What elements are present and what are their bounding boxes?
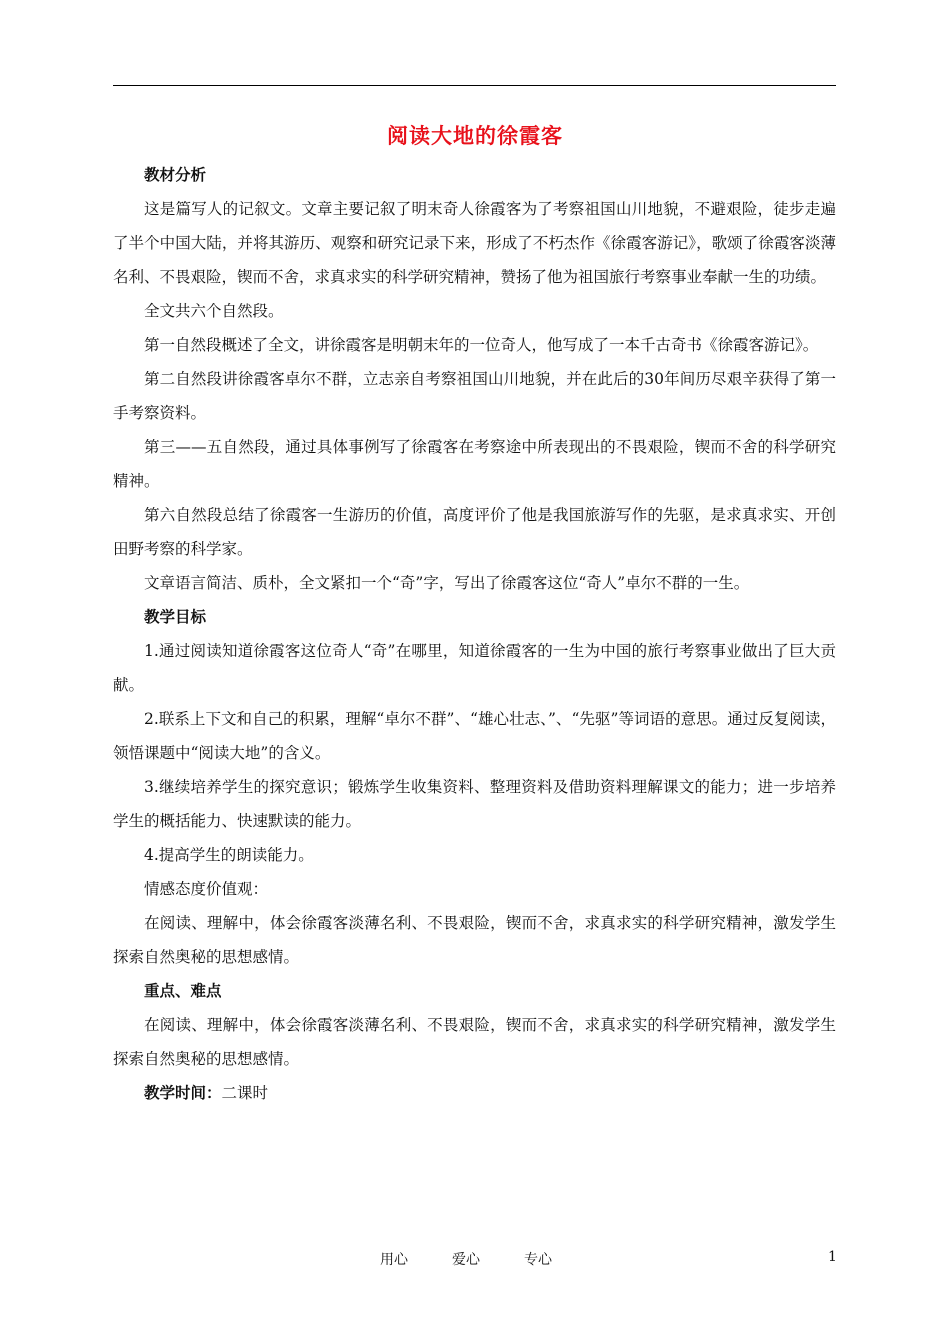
paragraph: 在阅读、理解中，体会徐霞客淡薄名利、不畏艰险，锲而不舍，求真求实的科学研究精神，激发学生探索自然奥秘的思想感情。: [113, 1016, 836, 1068]
paragraph: 1.通过阅读知道徐霞客这位奇人“奇”在哪里，知道徐霞客的一生为中国的旅行考察事业做出了巨大贡献。: [113, 642, 836, 694]
teaching-time: [113, 1076, 836, 1110]
section-heading-goals: 教学目标: [144, 607, 207, 626]
footer-mottos: [380, 1249, 596, 1269]
section-heading-material: 教材分析: [144, 165, 207, 184]
paragraph: 全文共六个自然段。: [144, 302, 284, 320]
teaching-time-value: 二课时: [221, 1084, 269, 1102]
teaching-time-label: 教学时间：: [144, 1083, 222, 1102]
paragraph: 第三——五自然段，通过具体事例写了徐霞客在考察途中所表现出的不畏艰险，锲而不舍的科学研究精神。: [113, 438, 836, 490]
paragraph: 2.联系上下文和自己的积累，理解“卓尔不群”、“雄心壮志、”、“先驱”等词语的意思。通过反复阅读，领悟课题中“阅读大地”的含义。: [113, 710, 836, 762]
paragraph: 4.提高学生的朗读能力。: [144, 846, 314, 864]
page-number: 1: [828, 1249, 837, 1265]
footer-motto: 用心: [380, 1252, 408, 1268]
footer-motto: 爱心: [452, 1252, 480, 1268]
paragraph: 第六自然段总结了徐霞客一生游历的价值，高度评价了他是我国旅游写作的先驱，是求真求实、开创田野考察的科学家。: [113, 506, 836, 558]
paragraph: 第二自然段讲徐霞客卓尔不群，立志亲自考察祖国山川地貌，并在此后的30年间历尽艰辛获得了第一手考察资料。: [113, 370, 836, 422]
header-rule: [113, 85, 836, 86]
paragraph: 在阅读、理解中，体会徐霞客淡薄名利、不畏艰险，锲而不舍，求真求实的科学研究精神，激发学生探索自然奥秘的思想感情。: [113, 914, 836, 966]
footer-motto: 专心: [524, 1252, 552, 1268]
section-heading-key-points: 重点、难点: [144, 981, 222, 1000]
paragraph: 第一自然段概述了全文，讲徐霞客是明朝末年的一位奇人，他写成了一本千古奇书《徐霞客游记》。: [144, 336, 819, 354]
paragraph: 这是篇写人的记叙文。文章主要记叙了明末奇人徐霞客为了考察祖国山川地貌，不避艰险，徒步走遍了半个中国大陆，并将其游历、观察和研究记录下来，形成了不朽杰作《徐霞客游记》，歌颂了徐霞客淡薄名利、不畏艰险，锲而不舍，求真求实的科学研究精神，赞扬了他为祖国旅行考察事业奉献一生的功绩。: [113, 200, 836, 286]
paragraph: 3.继续培养学生的探究意识；锻炼学生收集资料、整理资料及借助资料理解课文的能力；进一步培养学生的概括能力、快速默读的能力。: [113, 778, 836, 830]
paragraph: 情感态度价值观：: [144, 880, 269, 898]
document-body: [113, 158, 836, 1110]
document-title: 阅读大地的徐霞客: [387, 123, 563, 148]
paragraph: 文章语言简洁、质朴，全文紧扣一个“奇”字，写出了徐霞客这位“奇人”卓尔不群的一生。: [144, 574, 750, 592]
